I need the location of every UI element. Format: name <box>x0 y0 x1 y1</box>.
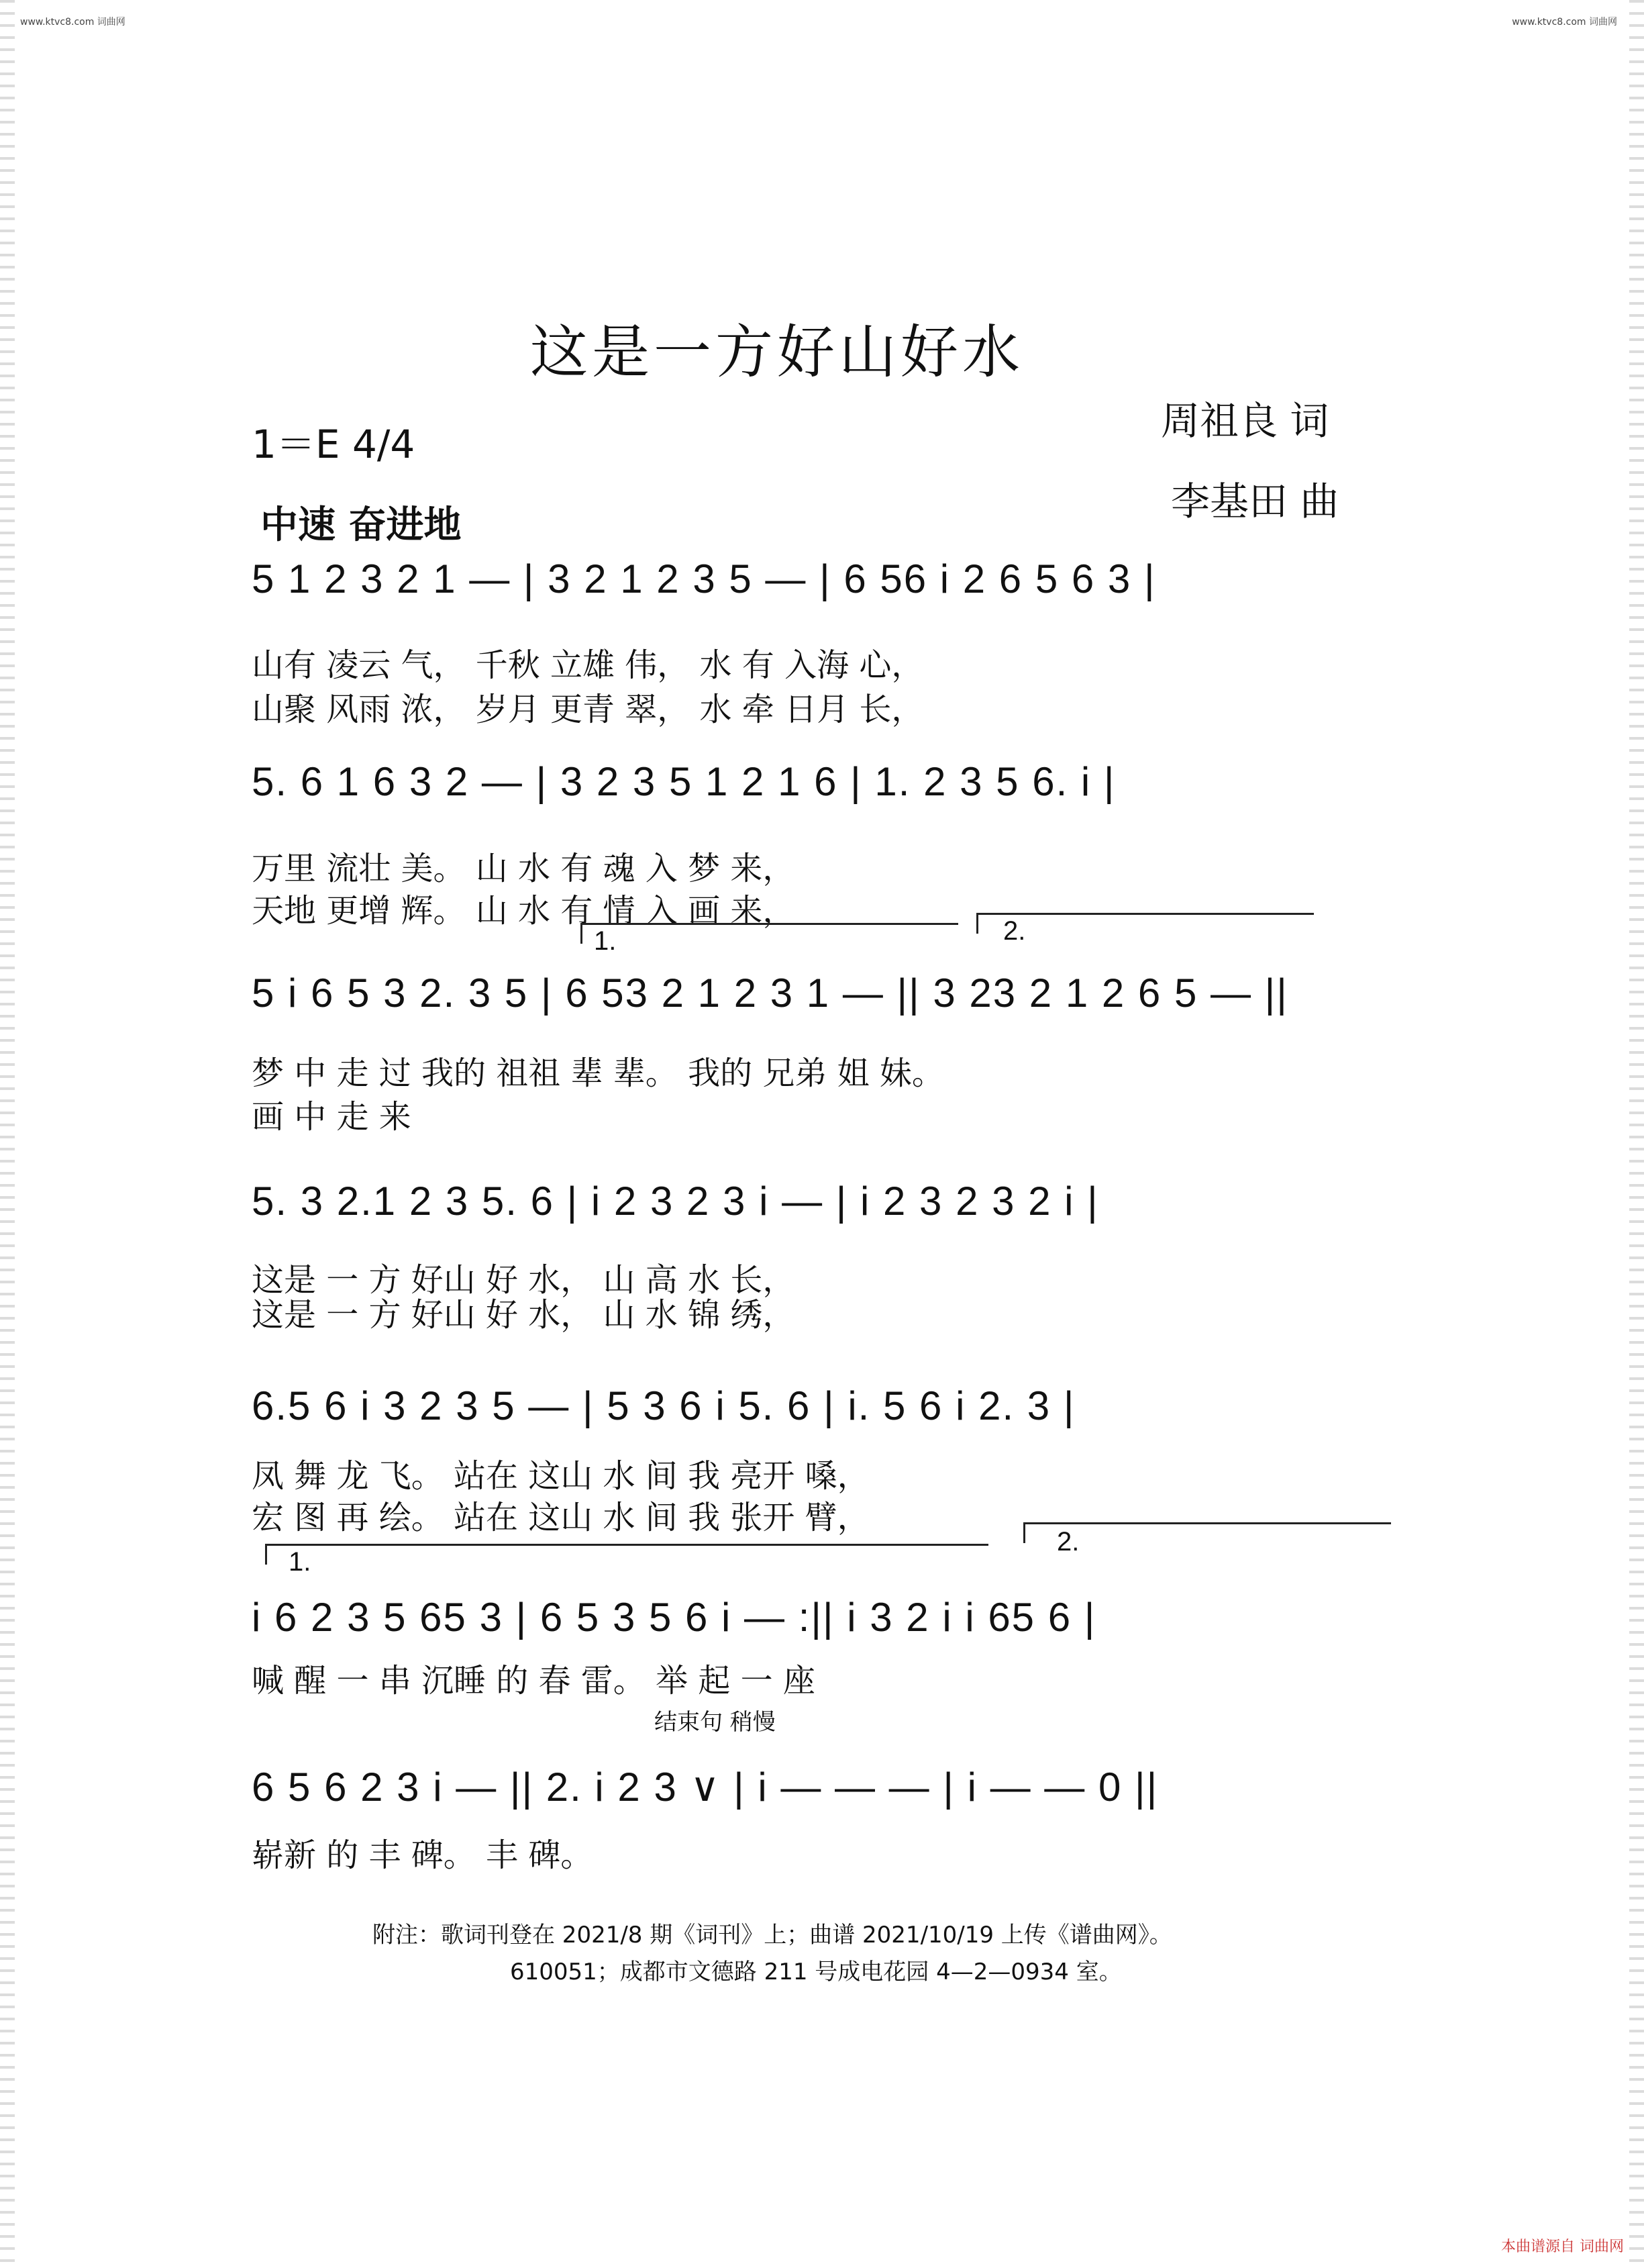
notation-line-3: 5 i 6 5 3 2. 3 5 | 6 53 2 1 2 3 1 — || 3 23 2 1 2 6 5 — || <box>252 971 1288 1016</box>
ending-instruction: 结束句 稍慢 <box>654 1709 776 1736</box>
key-signature: 1＝E 4/4 <box>252 422 415 467</box>
notation-line-1: 5 1 2 3 2 1 — | 3 2 1 2 3 5 — | 6 56 i 2 6 5 6 3 | <box>252 556 1156 601</box>
lyricist-credit: 周祖良 词 <box>1161 398 1329 444</box>
lyrics-line-6a: 喊 醒 一 串 沉睡 的 春 雷。 举 起 一 座 <box>252 1662 815 1699</box>
watermark-bottom-right: 本曲谱源自 词曲网 <box>1501 2238 1624 2255</box>
watermark-top-right: www.ktvc8.com 词曲网 <box>1512 17 1617 28</box>
notation-line-5: 6.5 6 i 3 2 3 5 — | 5 3 6 i 5. 6 | i. 5 6 i 2. 3 | <box>252 1383 1076 1428</box>
volta-bracket-1b <box>265 1544 988 1565</box>
song-title: 这是一方好山好水 <box>530 319 1024 386</box>
lyrics-line-1b: 山聚 风雨 浓， 岁月 更青 翠， 水 牵 日月 长， <box>252 691 924 728</box>
lyrics-line-4b: 这是 一 方 好山 好 水， 山 水 锦 绣， <box>252 1296 795 1334</box>
notation-line-4: 5. 3 2.1 2 3 5. 6 | i 2 3 2 3 i — | i 2 3 2 3 2 i | <box>252 1179 1099 1224</box>
lyrics-line-3b: 画 中 走 来 <box>252 1098 411 1136</box>
volta-label-1: 1. <box>594 926 617 956</box>
footer-note-1: 附注：歌词刊登在 2021/8 期《词刊》上；曲谱 2021/10/19 上传《谱曲网》。 <box>372 1922 1172 1949</box>
notation-line-2: 5. 6 1 6 3 2 — | 3 2 3 5 1 2 1 6 | 1. 2 3 5 6. i | <box>252 759 1116 804</box>
tempo-marking: 中速 奋进地 <box>260 503 462 547</box>
lyrics-line-5a: 凤 舞 龙 飞。 站在 这山 水 间 我 亮开 嗓， <box>252 1457 870 1495</box>
lyrics-line-7a: 崭新 的 丰 碑。 丰 碑。 <box>252 1836 593 1874</box>
lyrics-line-5b: 宏 图 再 绘。 站在 这山 水 间 我 张开 臂， <box>252 1499 870 1536</box>
footer-note-2: 610051；成都市文德路 211 号成电花园 4—2—0934 室。 <box>510 1959 1122 1985</box>
volta-bracket-2 <box>976 913 1314 934</box>
lyrics-line-3a: 梦 中 走 过 我的 祖祖 辈 辈。 我的 兄弟 姐 妹。 <box>252 1054 944 1092</box>
lyrics-line-2a: 万里 流壮 美。 山 水 有 魂 入 梦 来， <box>252 850 795 887</box>
notation-line-7: 6 5 6 2 3 i — || 2. i 2 3 ∨ | i — — — | i — — 0 || <box>252 1765 1159 1810</box>
volta-label-2b: 2. <box>1057 1527 1080 1557</box>
lyrics-line-4a: 这是 一 方 好山 好 水， 山 高 水 长， <box>252 1261 795 1299</box>
composer-credit: 李基田 曲 <box>1171 479 1339 524</box>
volta-label-1b: 1. <box>289 1547 311 1577</box>
lyrics-line-2b: 天地 更增 辉。 山 水 有 情 入 画 来， <box>252 892 795 930</box>
watermark-top-left: www.ktvc8.com 词曲网 <box>20 17 125 28</box>
notation-line-6: i 6 2 3 5 65 3 | 6 5 3 5 6 i — :|| i 3 2 i i 65 6 | <box>252 1595 1096 1640</box>
volta-bracket-1 <box>580 923 958 944</box>
volta-label-2: 2. <box>1003 916 1026 946</box>
left-scan-edge <box>0 0 15 2268</box>
lyrics-line-1a: 山有 凌云 气， 千秋 立雄 伟， 水 有 入海 心， <box>252 646 924 684</box>
right-scan-edge <box>1629 0 1644 2268</box>
